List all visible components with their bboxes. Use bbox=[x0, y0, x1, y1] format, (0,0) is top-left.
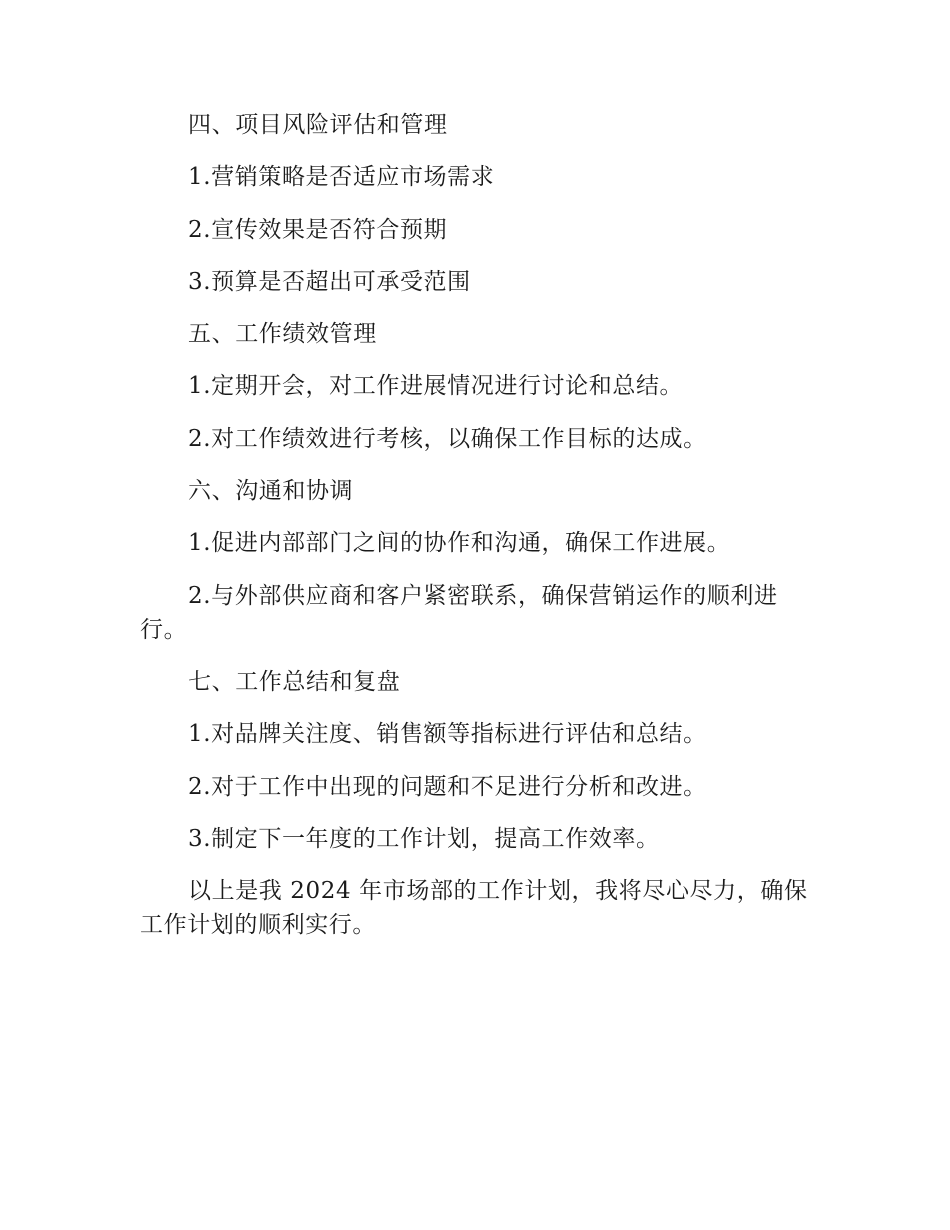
list-item: 2.对于工作中出现的问题和不足进行分析和改进。 bbox=[188, 773, 707, 800]
list-item: 1.营销策略是否适应市场需求 bbox=[188, 164, 495, 191]
list-item: 3.制定下一年度的工作计划，提高工作效率。 bbox=[188, 825, 660, 852]
list-item: 1.定期开会，对工作进展情况进行讨论和总结。 bbox=[188, 373, 684, 400]
section-heading-communication: 六、沟通和协调 bbox=[188, 478, 354, 505]
section-heading-performance: 五、工作绩效管理 bbox=[188, 321, 377, 348]
list-item: 3.预算是否超出可承受范围 bbox=[188, 268, 471, 295]
section-heading-risk: 四、项目风险评估和管理 bbox=[188, 112, 448, 138]
list-item: 1.促进内部部门之间的协作和沟通，确保工作进展。 bbox=[188, 530, 731, 557]
closing-paragraph: 以上是我 2024 年市场部的工作计划，我将尽心尽力，确保工作计划的顺利实行。 bbox=[140, 878, 808, 939]
list-item: 2.宣传效果是否符合预期 bbox=[188, 216, 448, 243]
document-body bbox=[140, 108, 812, 960]
section-heading-summary: 七、工作总结和复盘 bbox=[188, 668, 401, 695]
list-item: 2.与外部供应商和客户紧密联系，确保营销运作的顺利进行。 bbox=[140, 582, 778, 643]
list-item: 2.对工作绩效进行考核，以确保工作目标的达成。 bbox=[188, 425, 707, 452]
list-item: 1.对品牌关注度、销售额等指标进行评估和总结。 bbox=[188, 721, 707, 748]
